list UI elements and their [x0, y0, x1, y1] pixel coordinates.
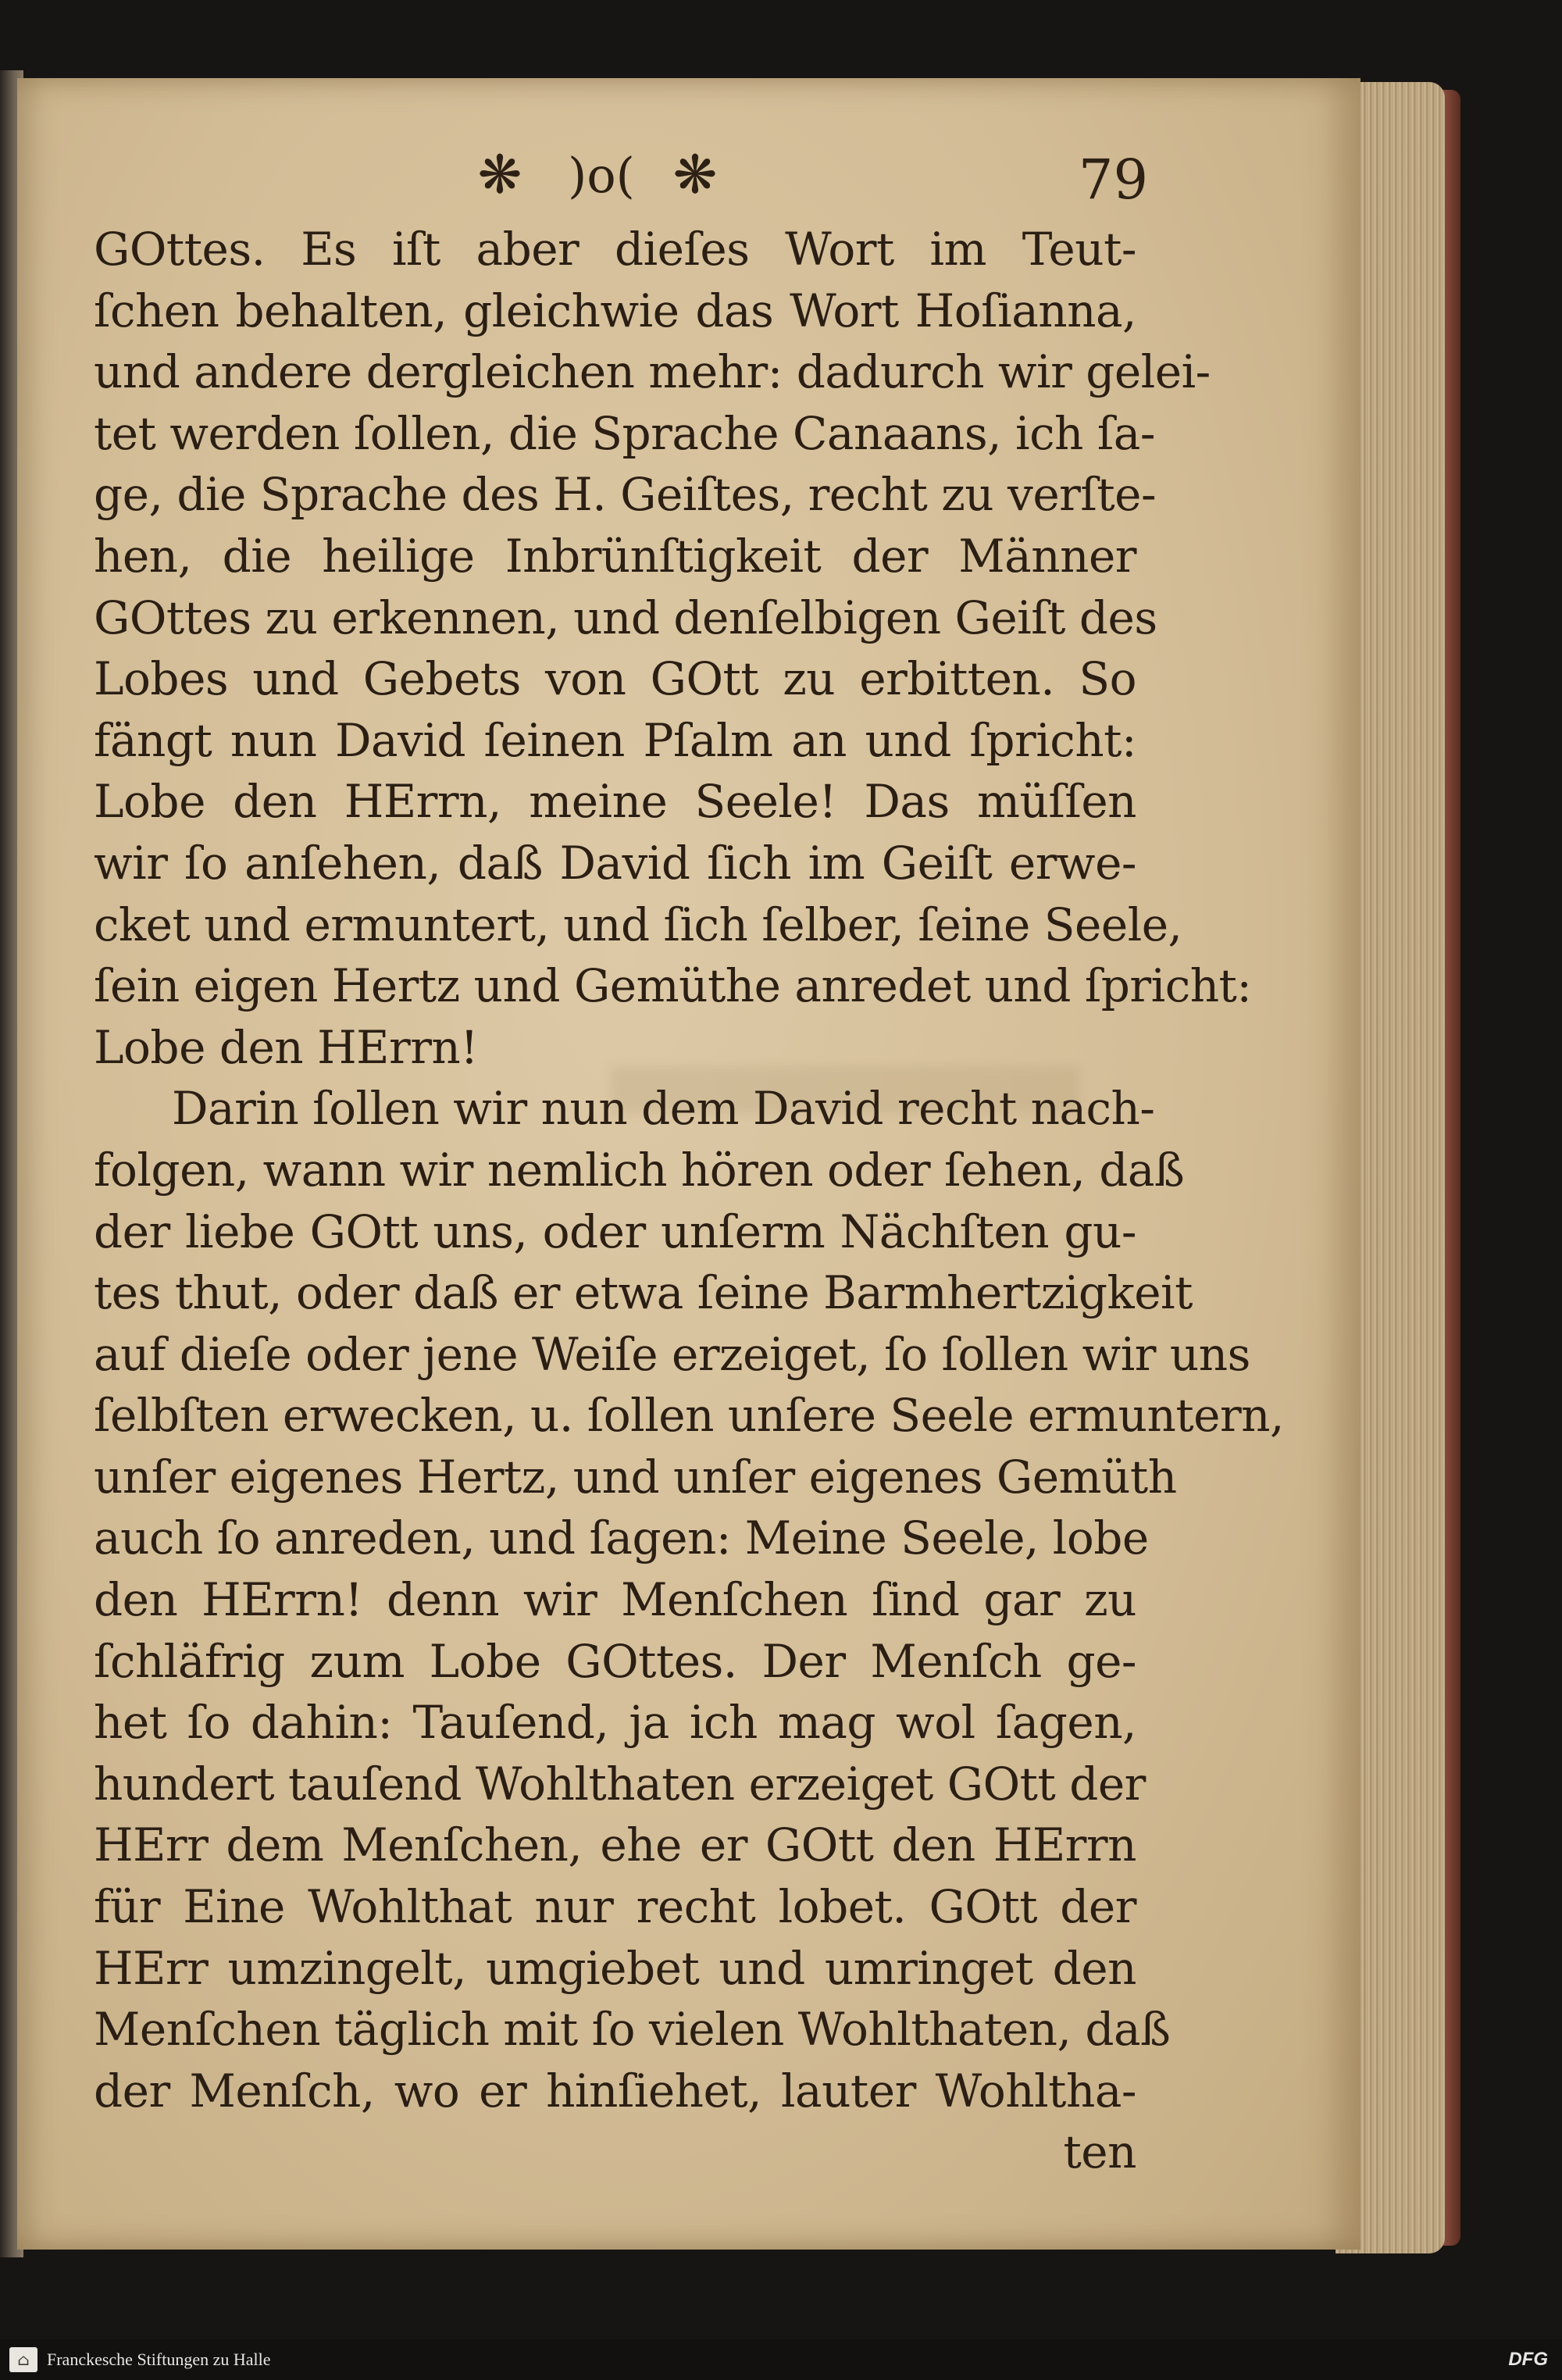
text-line: auch ſo anreden, und ſagen: Meine Seele, lobe — [94, 1511, 1149, 1565]
text-line: Lobe den HErrn! — [94, 1020, 479, 1074]
logo-glyph: ⌂ — [17, 2350, 30, 2369]
text-line: HErr dem Menſchen, ehe er GOtt den HErrn — [94, 1818, 1136, 1872]
text-line: Lobe den HErrn, meine Seele! Das müſſen — [94, 775, 1136, 829]
catchword: ten — [1063, 2125, 1136, 2179]
text-line: HErr umzingelt, umgiebet und umringet den — [94, 1941, 1136, 1995]
dfg-logo: DFG — [1508, 2349, 1548, 2370]
ornament-right-icon: ❋ — [672, 145, 718, 206]
ornament-divider: )o( — [568, 147, 635, 204]
text-line: auf dieſe oder jene Weiſe erzeiget, ſo ſollen wir uns — [94, 1327, 1250, 1381]
text-line: den HErrn! denn wir Menſchen ſind gar zu — [94, 1573, 1136, 1627]
text-line: unſer eigenes Hertz, und unſer eigenes Gemüth — [94, 1450, 1177, 1504]
institution-name: Franckesche Stiftungen zu Halle — [47, 2350, 271, 2369]
text-line: ſchen behalten, gleichwie das Wort Hoſianna, — [94, 284, 1136, 337]
text-line: Menſchen täglich mit ſo vielen Wohlthaten, daß — [94, 2003, 1171, 2057]
text-line: tet werden ſollen, die Sprache Canaans, ich ſa- — [94, 406, 1155, 460]
text-line: wir ſo anſehen, daß David ſich im Geiſt erwe- — [94, 836, 1136, 890]
text-line: ſelbſten erwecken, u. ſollen unſere Seele ermuntern, — [94, 1389, 1284, 1443]
text-line: Darin ſollen wir nun dem David recht nach- — [172, 1082, 1155, 1136]
text-line: ge, die Sprache des H. Geiſtes, recht zu verſte- — [94, 468, 1157, 522]
text-line: GOttes. Es iſt aber dieſes Wort im Teut- — [94, 223, 1136, 276]
page-number: 79 — [1078, 148, 1148, 212]
text-line: ſein eigen Hertz und Gemüthe anredet und ſpricht: — [94, 959, 1252, 1013]
text-line: ſchläfrig zum Lobe GOttes. Der Menſch ge- — [94, 1634, 1136, 1688]
text-line: fängt nun David ſeinen Pſalm an und ſpricht: — [94, 713, 1136, 767]
text-line: folgen, wann wir nemlich hören oder ſehen, daß — [94, 1143, 1185, 1197]
foundation-logo-icon — [9, 2347, 37, 2372]
text-line: GOttes zu erkennen, und denſelbigen Geiſt des — [94, 591, 1157, 644]
text-line: und andere dergleichen mehr: dadurch wir gelei- — [94, 345, 1211, 399]
text-line: het ſo dahin: Tauſend, ja ich mag wol ſagen, — [94, 1696, 1136, 1750]
text-line: Lobes und Gebets von GOtt zu erbitten. So — [94, 652, 1136, 706]
ornament-left-icon: ❋ — [477, 145, 522, 206]
text-line: cket und ermuntert, und ſich ſelber, ſeine Seele, — [94, 897, 1182, 951]
text-line: hen, die heilige Inbrünſtigkeit der Männer — [94, 529, 1136, 583]
running-header — [469, 145, 1148, 215]
text-line: hundert tauſend Wohlthaten erzeiget GOtt der — [94, 1757, 1146, 1811]
text-line: für Eine Wohlthat nur recht lobet. GOtt der — [94, 1880, 1136, 1934]
text-line: tes thut, oder daß er etwa ſeine Barmhertzigkeit — [94, 1266, 1193, 1320]
text-line: der Menſch, wo er hinſiehet, lauter Wohltha- — [94, 2064, 1136, 2118]
body-text — [94, 219, 1284, 2183]
text-line: der liebe GOtt uns, oder unſerm Nächſten gu- — [94, 1204, 1136, 1258]
footer-bar — [0, 2339, 1562, 2380]
